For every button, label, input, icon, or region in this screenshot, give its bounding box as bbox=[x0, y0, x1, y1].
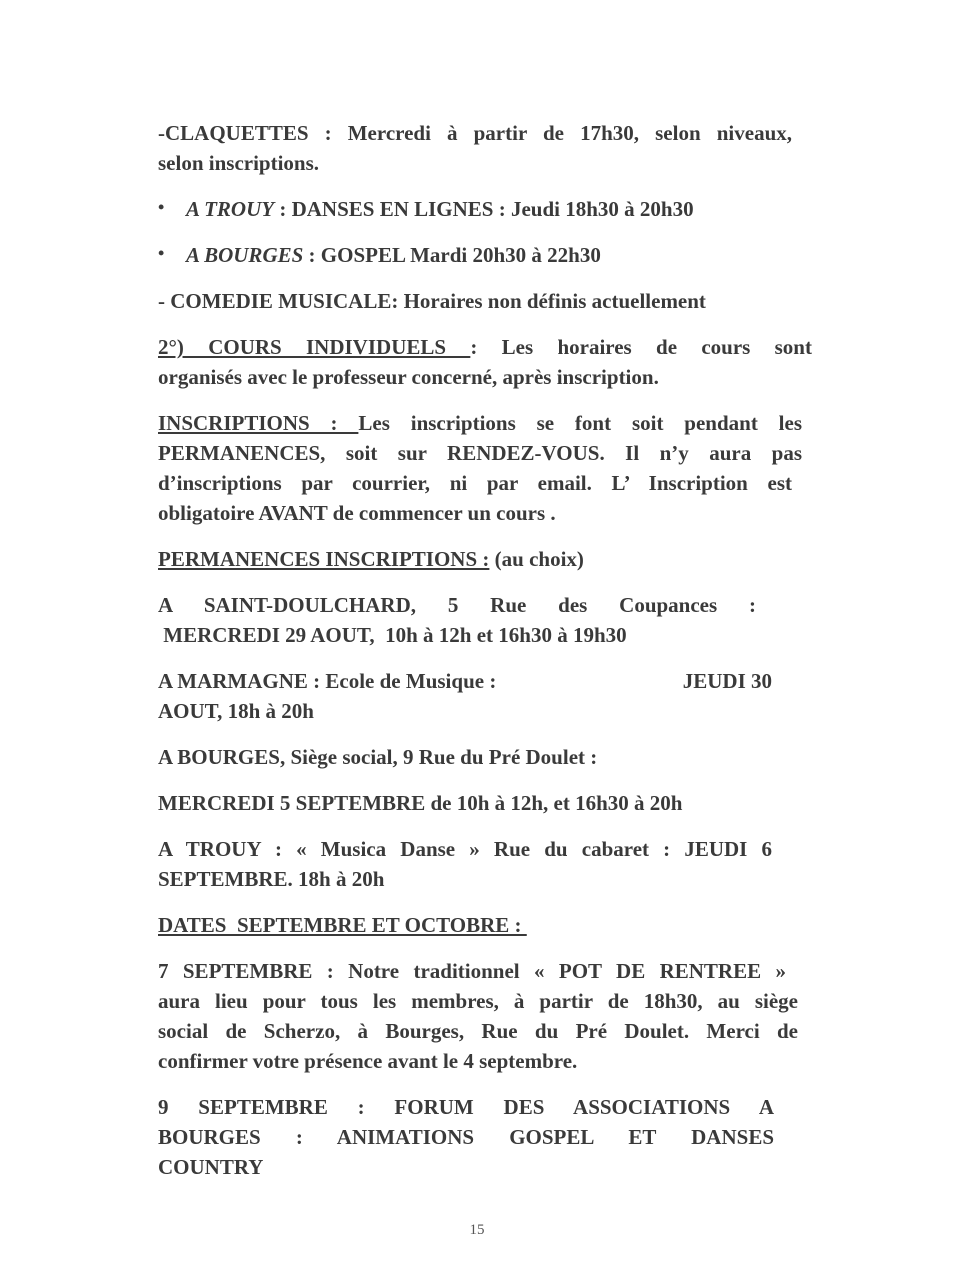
trouy-line-1: A TROUY : « Musica Danse » Rue du cabaret : JEUDI 6 bbox=[158, 837, 772, 861]
marmagne-line-2: AOUT, 18h à 20h bbox=[158, 699, 314, 723]
bullet-icon: • bbox=[158, 197, 165, 217]
cours-line-2: organisés avec le professeur concerné, après inscription. bbox=[158, 365, 659, 389]
inscriptions-line-4: obligatoire AVANT de commencer un cours . bbox=[158, 501, 556, 525]
marmagne-date: JEUDI 30 bbox=[682, 669, 772, 693]
permanences-heading: PERMANENCES INSCRIPTIONS : bbox=[158, 547, 490, 571]
sept7-line-4: confirmer votre présence avant le 4 septembre. bbox=[158, 1049, 578, 1073]
place-name: A BOURGES bbox=[186, 243, 304, 267]
bullet-icon: • bbox=[158, 243, 165, 263]
sept7-line-1: 7 SEPTEMBRE : Notre traditionnel « POT DE RENTREE » bbox=[158, 959, 786, 983]
page-number: 15 bbox=[469, 1222, 485, 1238]
sept9-paragraph bbox=[158, 1092, 774, 1182]
inscriptions-line-2: PERMANENCES, soit sur RENDEZ-VOUS. Il n’y aura pas bbox=[158, 441, 802, 465]
saint-doulchard-line-2: MERCREDI 29 AOUT, 10h à 12h et 16h30 à 19h30 bbox=[158, 623, 627, 647]
bourges-paragraph-2: MERCREDI 5 SEPTEMBRE de 10h à 12h, et 16h30 à 20h bbox=[158, 791, 683, 815]
list-item-bourges bbox=[158, 240, 812, 270]
dates-heading: DATES SEPTEMBRE ET OCTOBRE : bbox=[158, 913, 527, 937]
cours-line-1-text: : Les horaires de cours sont bbox=[470, 335, 812, 359]
dates-heading-paragraph bbox=[158, 910, 812, 940]
permanences-heading-paragraph bbox=[158, 544, 812, 574]
saint-doulchard-line-1: A SAINT-DOULCHARD, 5 Rue des Coupances : bbox=[158, 593, 756, 617]
sept9-line-2: BOURGES : ANIMATIONS GOSPEL ET DANSES bbox=[158, 1125, 774, 1149]
marmagne-line-1 bbox=[158, 666, 772, 696]
schedule-text: : GOSPEL Mardi 20h30 à 22h30 bbox=[303, 243, 601, 267]
comedie-paragraph: - COMEDIE MUSICALE: Horaires non définis actuellement bbox=[158, 289, 706, 313]
inscriptions-line-1 bbox=[158, 408, 802, 438]
trouy-paragraph bbox=[158, 834, 772, 894]
inscriptions-heading: INSCRIPTIONS : bbox=[158, 411, 359, 435]
saint-doulchard-paragraph bbox=[158, 590, 756, 650]
list-item-trouy bbox=[158, 194, 812, 224]
cours-line-1 bbox=[158, 332, 812, 362]
claquettes-line-1: -CLAQUETTES : Mercredi à partir de 17h30, selon niveaux, bbox=[158, 121, 792, 145]
cours-heading: 2°) COURS INDIVIDUELS bbox=[158, 335, 471, 359]
sept9-line-3: COUNTRY bbox=[158, 1155, 264, 1179]
sept9-line-1: 9 SEPTEMBRE : FORUM DES ASSOCIATIONS A bbox=[158, 1095, 774, 1119]
sept7-line-2: aura lieu pour tous les membres, à partir de 18h30, au siège bbox=[158, 989, 798, 1013]
claquettes-line-2: selon inscriptions. bbox=[158, 151, 320, 175]
inscriptions-line-3: d’inscriptions par courrier, ni par email. L’ Inscription est bbox=[158, 471, 792, 495]
bourges-paragraph-1: A BOURGES, Siège social, 9 Rue du Pré Doulet : bbox=[158, 745, 598, 769]
inscriptions-paragraph bbox=[158, 408, 802, 528]
schedule-text: : DANSES EN LIGNES : Jeudi 18h30 à 20h30 bbox=[274, 197, 694, 221]
permanences-suffix: (au choix) bbox=[489, 547, 584, 571]
inscriptions-line-1-text: Les inscriptions se font soit pendant les bbox=[358, 411, 802, 435]
place-name: A TROUY bbox=[186, 197, 275, 221]
sept7-paragraph bbox=[158, 956, 798, 1076]
sept7-line-3: social de Scherzo, à Bourges, Rue du Pré Doulet. Merci de bbox=[158, 1019, 798, 1043]
trouy-line-2: SEPTEMBRE. 18h à 20h bbox=[158, 867, 385, 891]
marmagne-paragraph bbox=[158, 666, 772, 726]
marmagne-location: A MARMAGNE : Ecole de Musique : bbox=[158, 669, 497, 693]
document-body bbox=[158, 118, 812, 1198]
cours-individuels-paragraph bbox=[158, 332, 812, 392]
claquettes-paragraph bbox=[158, 118, 792, 178]
